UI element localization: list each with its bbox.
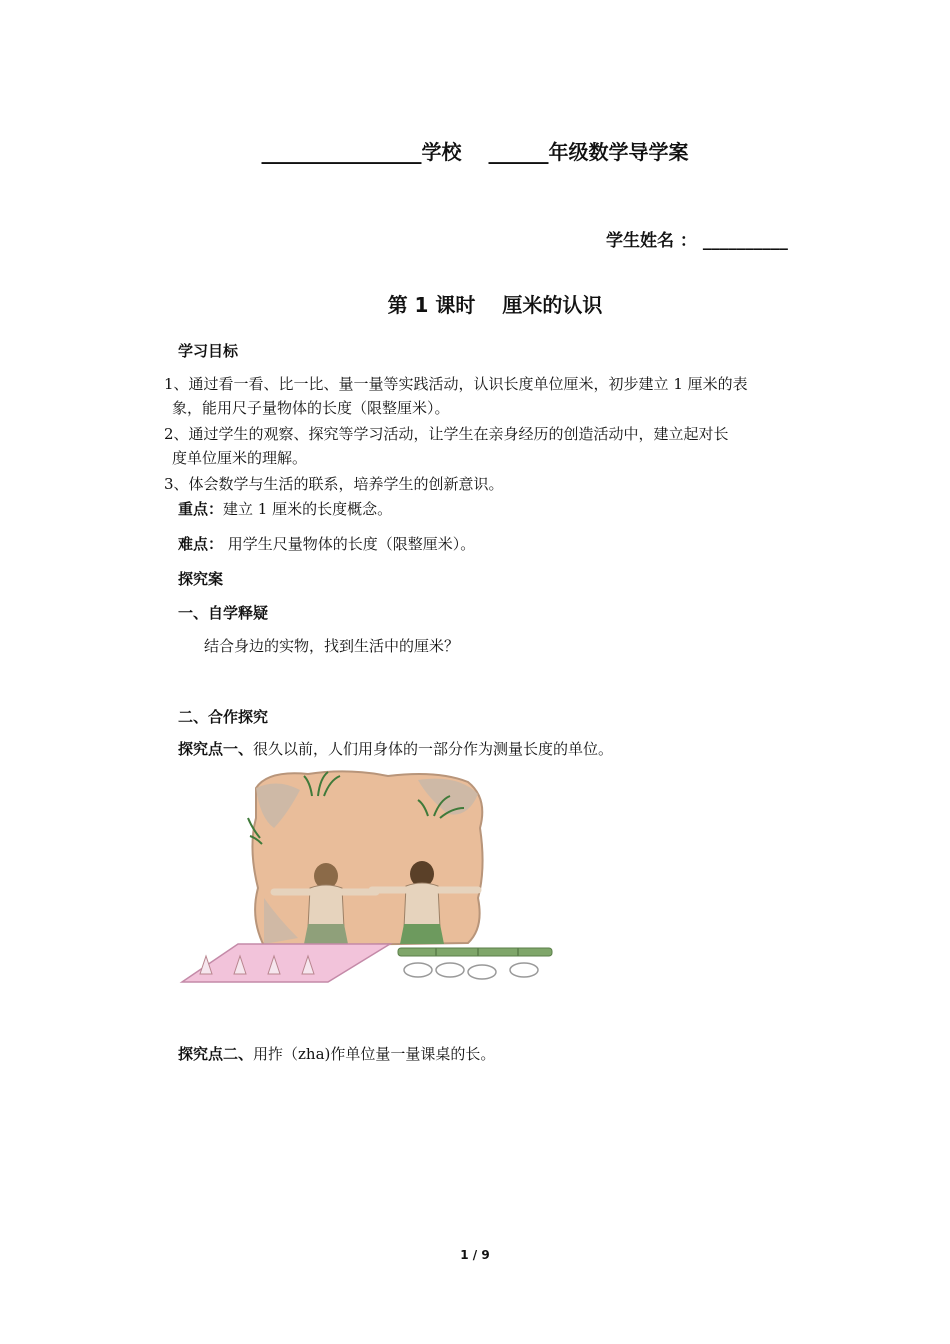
point2 (178, 1042, 495, 1066)
document-title (0, 136, 950, 165)
objective-2-line1: 2、通过学生的观察、探究等学习活动，让学生在亲身经历的创造活动中，建立起对长 (164, 425, 729, 443)
point1 (178, 737, 613, 761)
objective-1-line1: 1、通过看一看、比一比、量一量等实践活动，认识长度单位厘米，初步建立 1 厘米的表 (164, 375, 748, 393)
section1-heading: 一、自学释疑 (178, 604, 269, 622)
cave-people-measuring-illustration (178, 768, 558, 992)
grade-label: 年级数学导学案 (548, 140, 689, 164)
difficulty-text: 用学生尺量物体的长度（限整厘米）。 (223, 535, 476, 553)
point2-label: 探究点二、 (178, 1045, 254, 1063)
grade-blank[interactable]: ______ (488, 140, 549, 164)
school-label: 学校 (421, 140, 462, 164)
difficulty-point (178, 532, 475, 556)
student-name-blank[interactable]: __________ (702, 231, 788, 251)
point2-text: 用拃（zha)作单位量一量课桌的长。 (253, 1045, 496, 1063)
bamboo-stick (398, 948, 552, 956)
student-name-label: 学生姓名 ： (606, 231, 697, 251)
arm-span-board (182, 944, 390, 982)
objective-3-line1: 3、体会数学与生活的联系，培养学生的创新意识。 (164, 475, 504, 493)
lesson-title: 第 1 课时 厘米的认识 (387, 293, 603, 317)
point1-label: 探究点一、 (178, 740, 254, 758)
student-name-line (606, 226, 788, 251)
section2-heading: 二、合作探究 (178, 708, 269, 726)
page-number: 1 / 9 (460, 1248, 490, 1262)
key-point (178, 497, 392, 521)
difficulty-label: 难点： (178, 535, 224, 553)
school-blank[interactable]: ________________ (261, 140, 422, 164)
section1-text: 结合身边的实物，找到生活中的厘米？ (204, 637, 460, 655)
objective-1-line2: 象，能用尺子量物体的长度（限整厘米）。 (172, 399, 450, 417)
objectives-heading: 学习目标 (178, 342, 239, 360)
footprint-icons (404, 963, 538, 979)
explore-heading: 探究案 (178, 570, 224, 588)
key-point-label: 重点： (178, 500, 224, 518)
point1-text: 很久以前，人们用身体的一部分作为测量长度的单位。 (253, 740, 614, 758)
objective-2-line2: 度单位厘米的理解。 (172, 449, 308, 467)
key-point-text: 建立 1 厘米的长度概念。 (223, 500, 393, 518)
